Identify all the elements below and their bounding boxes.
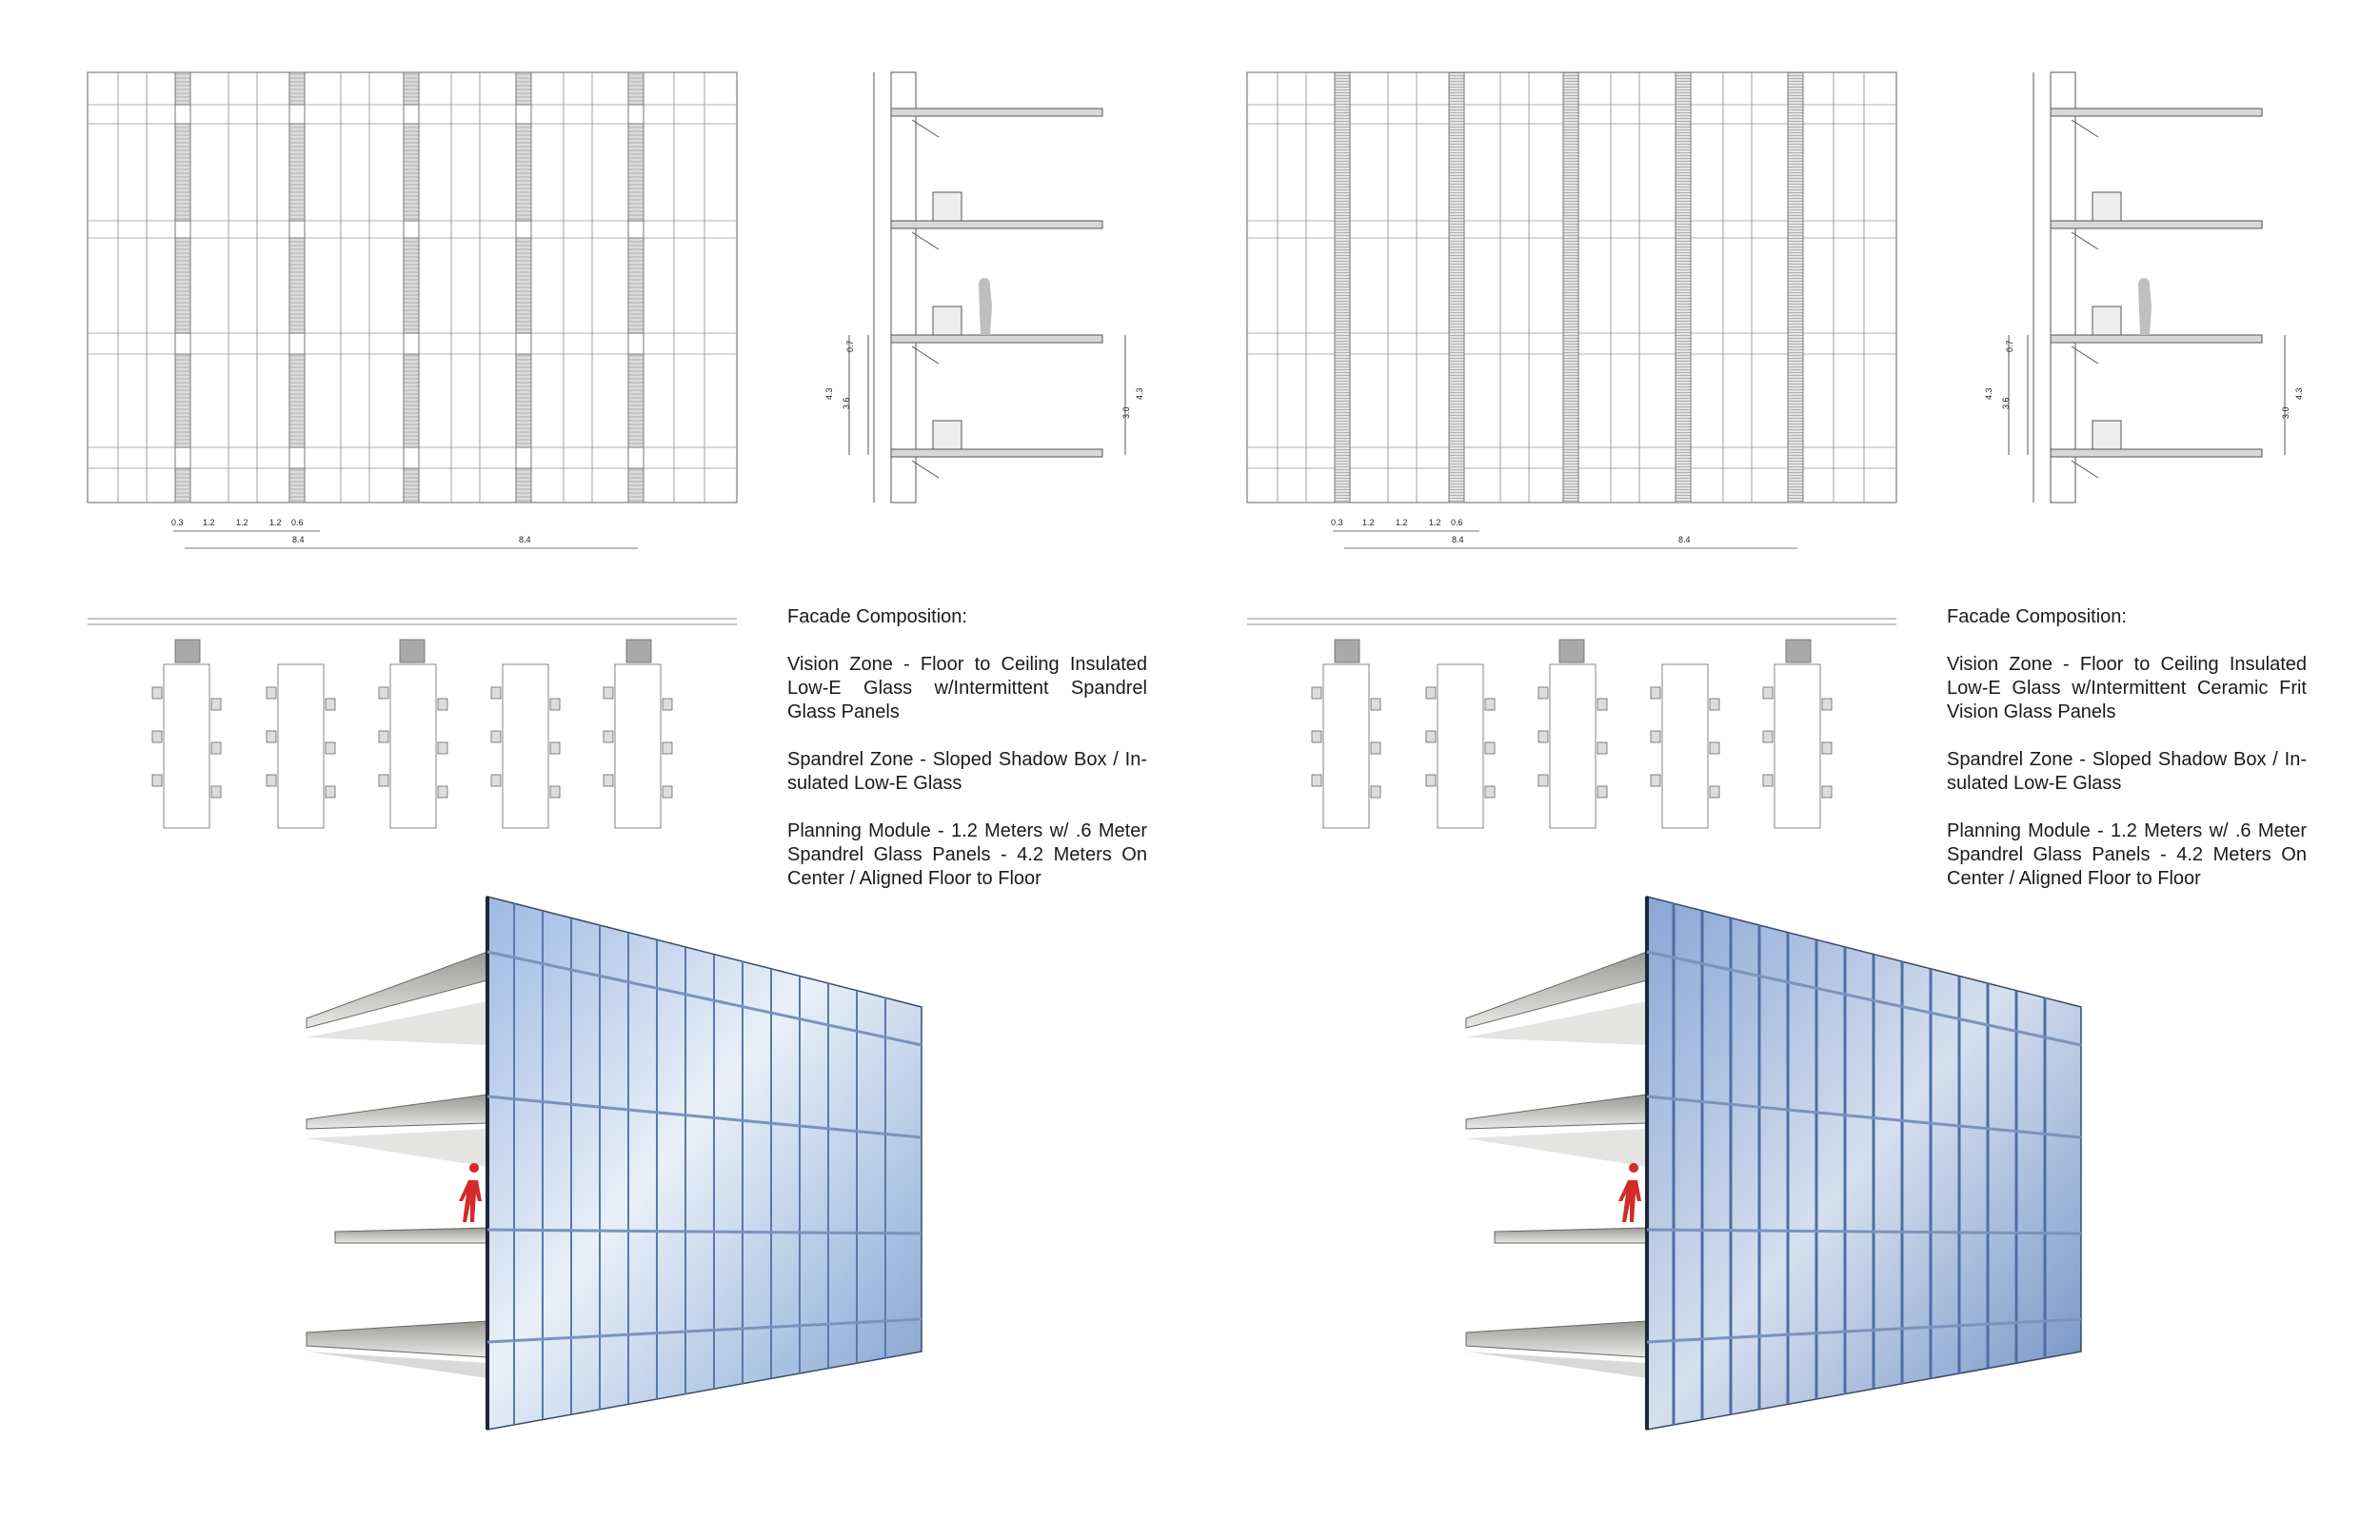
elevation-dimensions	[1331, 518, 1797, 548]
dim-0-3: 0.3	[171, 518, 184, 527]
vision-zone-text: Vision Zone - Floor to Ceiling Insulated Low-E Glass w/Intermittent Ceramic Frit Vision Glass Panels	[1947, 654, 2307, 722]
facade-description	[1947, 605, 2307, 915]
dim-bay-1: 8.4	[292, 535, 305, 544]
dim-0-6: 0.6	[1451, 518, 1463, 527]
vision-zone-text: Vision Zone - Floor to Ceiling Insulated Low-E Glass w/Intermittent Spandrel Glass Panels	[787, 654, 1147, 722]
floor-slabs	[1466, 952, 1647, 1378]
dim-bay-1: 8.4	[1452, 535, 1464, 544]
furniture-plan	[88, 619, 737, 828]
dim-1-2-b: 1.2	[1396, 518, 1408, 527]
dim-section-top: 0.7	[2005, 340, 2014, 352]
dim-1-2-c: 1.2	[1429, 518, 1441, 527]
dim-0-6: 0.6	[291, 518, 304, 527]
wall-section	[849, 72, 1125, 503]
facade-description	[787, 605, 1147, 915]
dim-bay-2: 8.4	[1678, 535, 1691, 544]
dim-section-top: 0.7	[845, 340, 855, 352]
dim-section-right-total: 4.3	[1135, 387, 1144, 400]
person-figure-icon	[459, 1163, 482, 1222]
dim-0-3: 0.3	[1331, 518, 1343, 527]
planning-module-text: Planning Module - 1.2 Meters w/ .6 Meter Spandrel Glass Panels - 4.2 Meters On Center / Aligned Floor to Floor	[787, 820, 1147, 889]
glass-curtain-wall	[487, 897, 922, 1430]
wall-section	[2009, 72, 2285, 503]
description-heading: Facade Composition:	[787, 606, 967, 627]
section-dimensions	[824, 340, 1144, 419]
section-dimensions	[1984, 340, 2304, 419]
dim-section-right-total: 4.3	[2294, 387, 2304, 400]
dim-1-2-a: 1.2	[203, 518, 215, 527]
facade-elevation	[1247, 72, 1896, 503]
floor-slabs	[307, 952, 487, 1378]
person-silhouette-icon	[979, 278, 992, 335]
description-heading: Facade Composition:	[1947, 606, 2127, 627]
dim-1-2-c: 1.2	[269, 518, 282, 527]
facade-rendering	[307, 897, 922, 1430]
furniture-plan	[1247, 619, 1896, 828]
dim-section-clear: 3.0	[1121, 406, 1131, 419]
spandrel-zone-text: Spandrel Zone - Sloped Shadow Box / In-sulated Low-E Glass	[1947, 749, 2307, 794]
dim-section-total: 4.3	[1984, 387, 1993, 400]
person-silhouette-icon	[2138, 278, 2152, 335]
dim-section-sub: 3.6	[2001, 397, 2011, 409]
dim-section-sub: 3.6	[842, 397, 851, 409]
facade-rendering	[1466, 897, 2081, 1430]
dim-section-total: 4.3	[824, 387, 834, 400]
glass-curtain-wall	[1647, 897, 2081, 1430]
elevation-dimensions	[171, 518, 638, 548]
planning-module-text: Planning Module - 1.2 Meters w/ .6 Meter Spandrel Glass Panels - 4.2 Meters On Center / Aligned Floor to Floor	[1947, 820, 2307, 889]
dim-1-2-b: 1.2	[236, 518, 248, 527]
facade-elevation	[88, 72, 737, 503]
dim-bay-2: 8.4	[519, 535, 531, 544]
panel-option-b	[1160, 0, 2350, 1540]
dim-1-2-a: 1.2	[1362, 518, 1375, 527]
dim-section-clear: 3.0	[2281, 406, 2291, 419]
person-figure-icon	[1618, 1163, 1641, 1222]
spandrel-zone-text: Spandrel Zone - Sloped Shadow Box / In-sulated Low-E Glass	[787, 749, 1147, 794]
